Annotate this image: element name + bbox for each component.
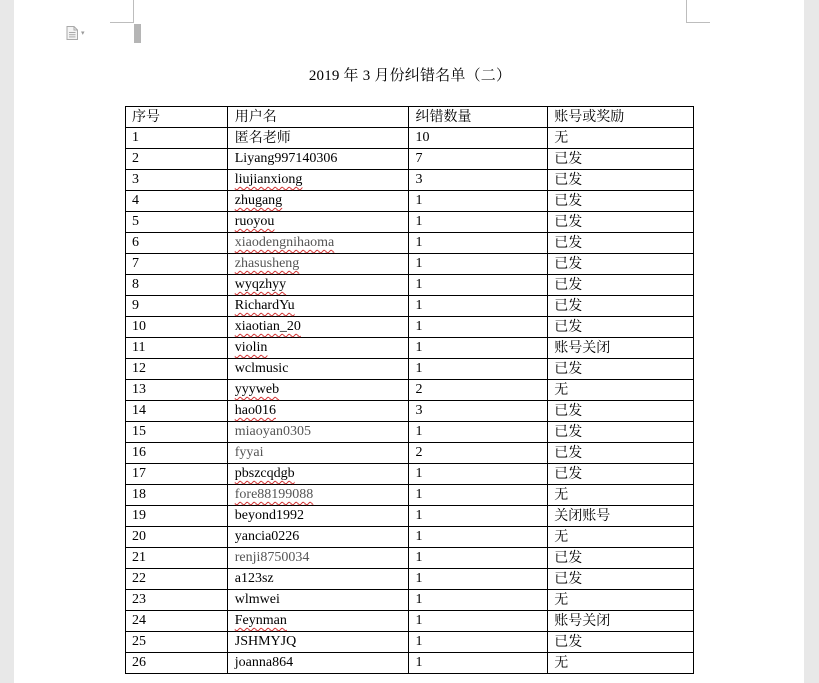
cell-count: 1	[409, 590, 548, 611]
cell-count: 1	[409, 611, 548, 632]
table-row	[126, 506, 694, 527]
cell-count: 1	[409, 653, 548, 674]
cell-seq: 26	[126, 653, 228, 674]
username-text: joanna864	[234, 655, 294, 670]
table-row	[126, 422, 694, 443]
cell-reward: 已发	[548, 443, 694, 464]
cell-username	[227, 212, 409, 233]
cell-reward: 已发	[548, 317, 694, 338]
username-text: zhasusheng	[234, 256, 300, 271]
cell-reward: 无	[548, 485, 694, 506]
cell-reward: 已发	[548, 401, 694, 422]
username-text: renji8750034	[234, 550, 310, 565]
cell-seq: 6	[126, 233, 228, 254]
cell-count: 1	[409, 506, 548, 527]
cell-username	[227, 170, 409, 191]
cell-seq: 5	[126, 212, 228, 233]
table-header-row	[126, 107, 694, 128]
cell-seq: 19	[126, 506, 228, 527]
cell-count: 1	[409, 632, 548, 653]
document-title: 2019 年 3 月份纠错名单（二）	[308, 68, 512, 84]
cell-username	[227, 296, 409, 317]
document-page	[14, 0, 804, 683]
cell-username	[227, 401, 409, 422]
cell-username	[227, 128, 409, 149]
cell-count: 1	[409, 275, 548, 296]
username-text: fyyai	[234, 445, 264, 460]
cell-count: 1	[409, 254, 548, 275]
header-seq: 序号	[126, 107, 228, 128]
cell-username	[227, 380, 409, 401]
table-row	[126, 170, 694, 191]
username-text: liujianxiong	[234, 172, 303, 187]
username-text: fore88199088	[234, 487, 314, 502]
cell-seq: 18	[126, 485, 228, 506]
username-text: xiaotian_20	[234, 319, 301, 334]
document-icon	[66, 26, 78, 40]
cell-seq: 15	[126, 422, 228, 443]
cell-reward: 已发	[548, 212, 694, 233]
header-count: 纠错数量	[409, 107, 548, 128]
cell-seq: 17	[126, 464, 228, 485]
cell-username	[227, 233, 409, 254]
cell-count: 1	[409, 464, 548, 485]
correction-table	[125, 106, 694, 674]
cell-username	[227, 317, 409, 338]
table-row	[126, 653, 694, 674]
cell-username	[227, 149, 409, 170]
cell-reward: 已发	[548, 191, 694, 212]
cell-count: 2	[409, 443, 548, 464]
table-row	[126, 149, 694, 170]
crop-mark-top-left-vertical	[133, 0, 134, 23]
cell-count: 1	[409, 338, 548, 359]
table-row	[126, 128, 694, 149]
table-row	[126, 569, 694, 590]
cell-username	[227, 338, 409, 359]
cell-reward: 已发	[548, 632, 694, 653]
username-text: wlmwei	[234, 592, 280, 607]
cell-reward: 已发	[548, 422, 694, 443]
username-text: Feynman	[234, 613, 287, 628]
cell-reward: 已发	[548, 233, 694, 254]
cell-reward: 已发	[548, 275, 694, 296]
document-options-button[interactable]	[66, 26, 94, 40]
cell-reward: 已发	[548, 254, 694, 275]
cell-count: 3	[409, 401, 548, 422]
cell-seq: 12	[126, 359, 228, 380]
table-row	[126, 590, 694, 611]
text-cursor-marker	[134, 24, 141, 43]
cell-seq: 3	[126, 170, 228, 191]
table-row	[126, 464, 694, 485]
cell-seq: 4	[126, 191, 228, 212]
cell-seq: 1	[126, 128, 228, 149]
table-row	[126, 611, 694, 632]
cell-username	[227, 506, 409, 527]
cell-reward: 已发	[548, 569, 694, 590]
cell-username	[227, 422, 409, 443]
table-row	[126, 191, 694, 212]
table-body	[126, 128, 694, 674]
cell-reward: 无	[548, 590, 694, 611]
username-text: miaoyan0305	[234, 424, 311, 439]
cell-count: 1	[409, 422, 548, 443]
cell-reward: 无	[548, 128, 694, 149]
cell-count: 1	[409, 548, 548, 569]
cell-reward: 已发	[548, 149, 694, 170]
username-text: violin	[234, 340, 268, 355]
cell-count: 1	[409, 233, 548, 254]
cell-seq: 8	[126, 275, 228, 296]
cell-seq: 24	[126, 611, 228, 632]
cell-seq: 11	[126, 338, 228, 359]
cell-reward: 无	[548, 527, 694, 548]
cell-username	[227, 464, 409, 485]
table-row	[126, 296, 694, 317]
cell-count: 2	[409, 380, 548, 401]
right-margin-strip	[804, 0, 819, 683]
username-text: a123sz	[234, 571, 274, 586]
table-row	[126, 317, 694, 338]
cell-count: 3	[409, 170, 548, 191]
table-row	[126, 443, 694, 464]
cell-reward: 已发	[548, 170, 694, 191]
cell-username	[227, 275, 409, 296]
cell-count: 1	[409, 569, 548, 590]
header-username: 用户名	[227, 107, 409, 128]
username-text: pbszcqdgb	[234, 466, 295, 481]
cell-seq: 23	[126, 590, 228, 611]
cell-username	[227, 548, 409, 569]
cell-count: 1	[409, 527, 548, 548]
username-text: yyyweb	[234, 382, 280, 397]
cell-username	[227, 191, 409, 212]
cell-username	[227, 443, 409, 464]
crop-mark-top-right-vertical	[686, 0, 687, 23]
username-text: zhugang	[234, 193, 283, 208]
table-row	[126, 485, 694, 506]
cell-reward: 无	[548, 653, 694, 674]
cell-reward: 已发	[548, 359, 694, 380]
crop-mark-top-right-horizontal	[686, 22, 710, 23]
cell-username	[227, 527, 409, 548]
cell-username	[227, 611, 409, 632]
table-row	[126, 401, 694, 422]
cell-seq: 21	[126, 548, 228, 569]
cell-username	[227, 590, 409, 611]
cell-seq: 2	[126, 149, 228, 170]
cell-seq: 20	[126, 527, 228, 548]
cell-seq: 7	[126, 254, 228, 275]
table-row	[126, 233, 694, 254]
cell-seq: 22	[126, 569, 228, 590]
cell-count: 7	[409, 149, 548, 170]
cell-username	[227, 653, 409, 674]
cell-count: 1	[409, 359, 548, 380]
cell-username	[227, 485, 409, 506]
cell-seq: 25	[126, 632, 228, 653]
cell-reward: 已发	[548, 464, 694, 485]
cell-count: 1	[409, 212, 548, 233]
chevron-down-icon: ▾	[81, 28, 85, 37]
username-text: yancia0226	[234, 529, 300, 544]
cell-seq: 16	[126, 443, 228, 464]
table-row	[126, 527, 694, 548]
cell-reward: 账号关闭	[548, 338, 694, 359]
table-row	[126, 380, 694, 401]
cell-reward: 关闭账号	[548, 506, 694, 527]
username-text: ruoyou	[234, 214, 275, 229]
username-text: wyqzhyy	[234, 277, 287, 292]
username-text: beyond1992	[234, 508, 304, 523]
cell-reward: 已发	[548, 296, 694, 317]
cell-seq: 9	[126, 296, 228, 317]
username-text: JSHMYJQ	[234, 634, 297, 649]
username-text: RichardYu	[234, 298, 295, 313]
header-reward: 账号或奖励	[548, 107, 694, 128]
table-row	[126, 548, 694, 569]
cell-count: 1	[409, 485, 548, 506]
cell-count: 1	[409, 317, 548, 338]
table-row	[126, 212, 694, 233]
cell-seq: 13	[126, 380, 228, 401]
username-text: xiaodengnihaoma	[234, 235, 335, 250]
cell-username	[227, 254, 409, 275]
cell-count: 1	[409, 296, 548, 317]
crop-mark-top-left-horizontal	[110, 22, 134, 23]
cell-seq: 10	[126, 317, 228, 338]
username-text: wclmusic	[234, 361, 289, 376]
table-row	[126, 338, 694, 359]
cell-count: 1	[409, 191, 548, 212]
cell-username	[227, 632, 409, 653]
cell-reward: 已发	[548, 548, 694, 569]
cell-username	[227, 359, 409, 380]
username-text: 匿名老师	[234, 130, 291, 146]
table-row	[126, 359, 694, 380]
table-row	[126, 254, 694, 275]
table-row	[126, 275, 694, 296]
cell-seq: 14	[126, 401, 228, 422]
cell-count: 10	[409, 128, 548, 149]
cell-reward: 无	[548, 380, 694, 401]
cell-reward: 账号关闭	[548, 611, 694, 632]
username-text: hao016	[234, 403, 276, 418]
username-text: Liyang997140306	[234, 151, 338, 166]
table-row	[126, 632, 694, 653]
cell-username	[227, 569, 409, 590]
